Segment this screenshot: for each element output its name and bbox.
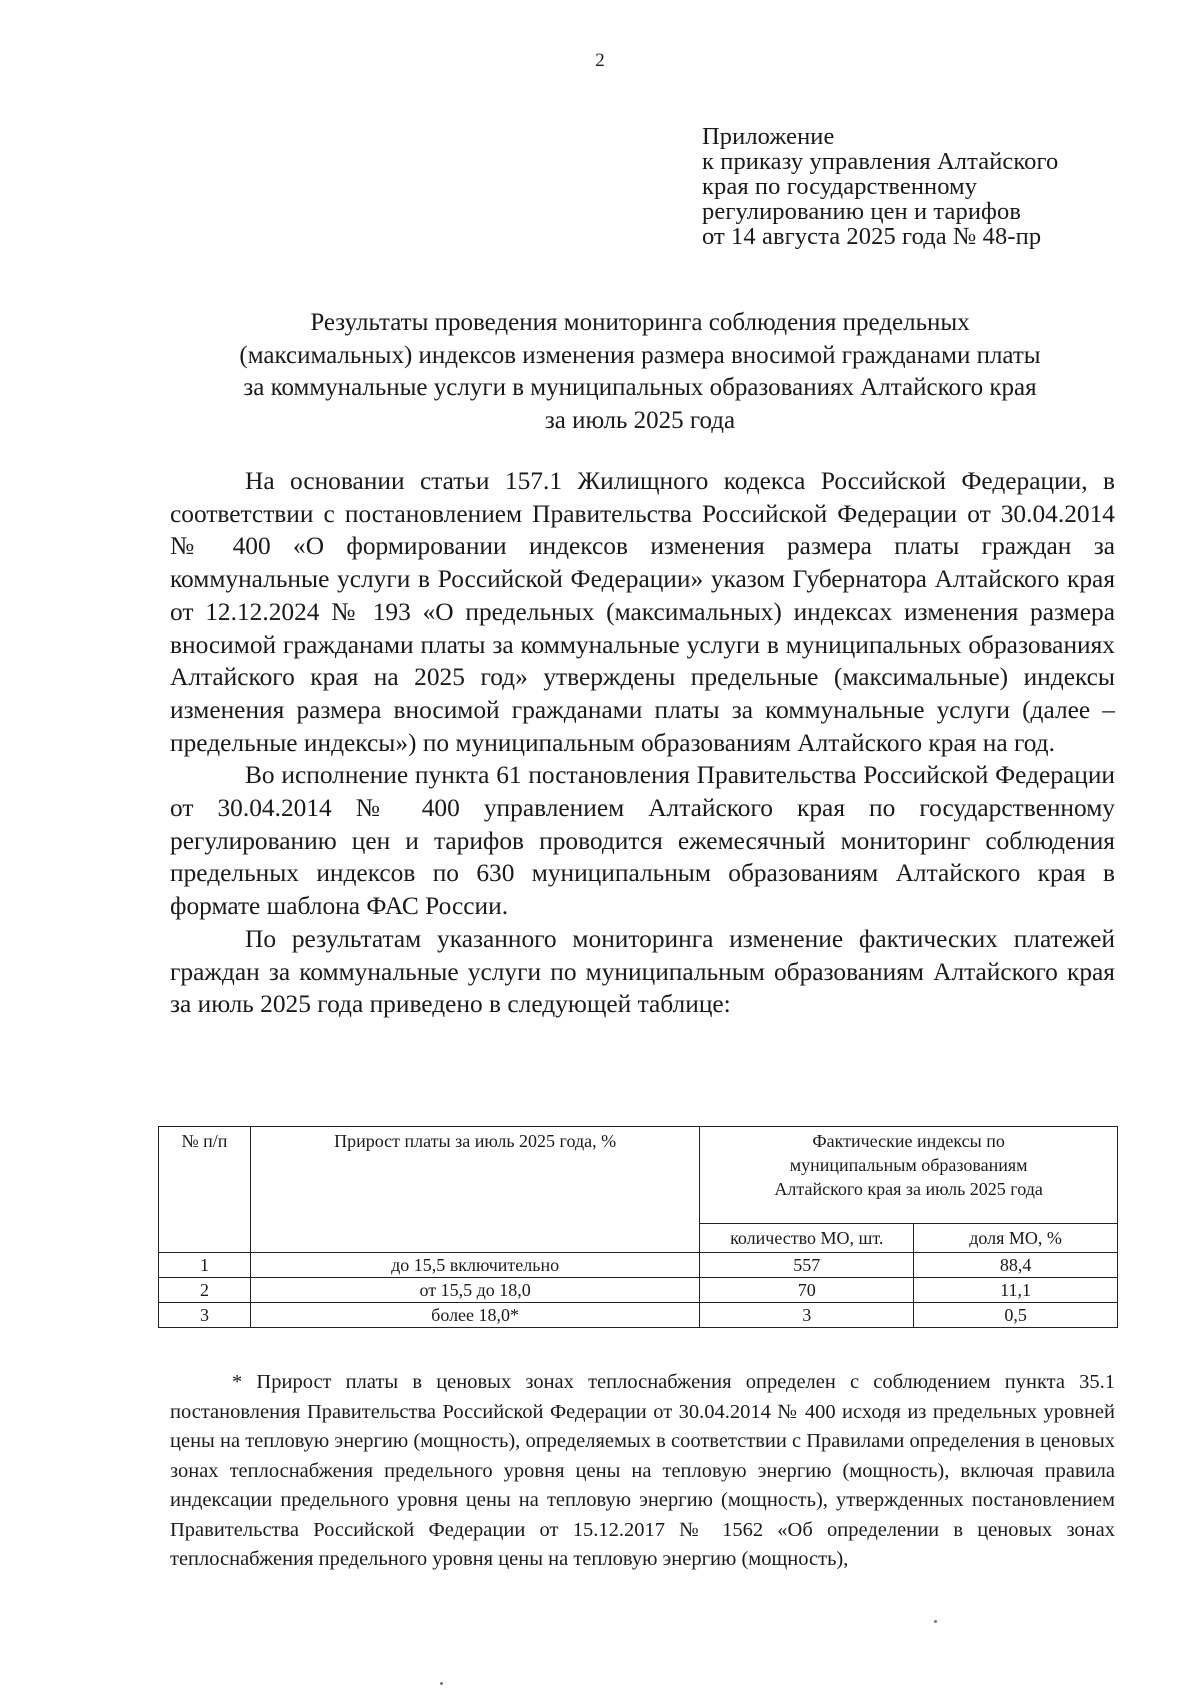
row-share: 88,4 [914, 1253, 1118, 1278]
title-line: (максимальных) индексов изменения размера вносимой гражданами платы [239, 341, 1041, 369]
row-num: 3 [159, 1303, 251, 1328]
header-count: количество МО, шт. [700, 1224, 914, 1253]
results-table [158, 1126, 1118, 1328]
row-growth: до 15,5 включительно [250, 1253, 699, 1278]
table-header-row [159, 1127, 1118, 1224]
appendix-block [702, 124, 1142, 249]
footnote [170, 1368, 1115, 1575]
row-count: 70 [700, 1278, 914, 1303]
appendix-line: к приказу управления Алтайского [702, 148, 1059, 175]
row-share: 11,1 [914, 1278, 1118, 1303]
row-num: 1 [159, 1253, 251, 1278]
title-line: Результаты проведения мониторинга соблюдения предельных [310, 309, 970, 336]
title-line: за коммунальные услуги в муниципальных образованиях Алтайского края [243, 374, 1037, 401]
row-growth: более 18,0* [250, 1303, 699, 1328]
row-growth: от 15,5 до 18,0 [250, 1278, 699, 1303]
header-actual-indexes: Фактические индексы по муниципальным образованиям Алтайского края за июль 2025 года [700, 1127, 1118, 1224]
header-growth: Прирост платы за июль 2025 года, % [250, 1127, 699, 1253]
scan-speck [440, 1682, 443, 1685]
title-line: за июль 2025 года [544, 406, 736, 434]
appendix-line: края по государственному [702, 173, 978, 200]
footnote-text: * Прирост платы в ценовых зонах теплоснабжения определен с соблюдением пункта 35.1 постановления Правительства Российской Федерации от 30.04.2014 № 400 исходя из предельных уровней цены на тепловую энергию (мощность), определяемых в соответствии с Правилами определения в ценовых зонах теплоснабжения предельного уровня цены на тепловую энергию (мощность), включая правила индексации предельного уровня цены на тепловую энергию (мощность), утвержденных постановлением Правительства Российской Федерации от 15.12.2017 № 1562 «Об определении в ценовых зонах теплоснабжения предельного уровня цены на тепловую энергию (мощность), [170, 1371, 1115, 1570]
page-number: 2 [595, 50, 605, 71]
appendix-line: от 14 августа 2025 года № 48-пр [702, 223, 1042, 250]
header-share: доля МО, % [914, 1224, 1118, 1253]
appendix-line: Приложение [702, 123, 835, 150]
scan-speck [934, 1620, 937, 1623]
document-title [170, 307, 1110, 437]
table-row [159, 1278, 1118, 1303]
body-text [170, 465, 1115, 1021]
table-row [159, 1303, 1118, 1328]
appendix-line: регулированию цен и тарифов [702, 198, 1022, 225]
row-count: 557 [700, 1253, 914, 1278]
row-num: 2 [159, 1278, 251, 1303]
header-num: № п/п [159, 1127, 251, 1253]
row-count: 3 [700, 1303, 914, 1328]
table-row [159, 1253, 1118, 1278]
paragraph-legal-basis: На основании статьи 157.1 Жилищного кодекса Российской Федерации, в соответствии с постановлением Правительства Российской Федерации от 30.04.2014 № 400 «О формировании индексов изменения размера платы граждан за коммунальные услуги в Российской Федерации» указом Губернатора Алтайского края от 12.12.2024 № 193 «О предельных (максимальных) индексах изменения размера вносимой гражданами платы за коммунальные услуги в муниципальных образованиях Алтайского края на 2025 год» утверждены предельные (максимальные) индексы изменения размера вносимой гражданами платы за коммунальные услуги (далее – предельные индексы») по муниципальным образованиям Алтайского края на год. [170, 467, 1115, 757]
paragraph-results: По результатам указанного мониторинга изменение фактических платежей граждан за коммунальные услуги по муниципальным образованиям Алтайского края за июль 2025 года приведено в следующей таблице: [170, 924, 1115, 1019]
paragraph-monitoring: Во исполнение пункта 61 постановления Правительства Российской Федерации от 30.04.2014 № 400 управлением Алтайского края по государственному регулированию цен и тарифов проводится ежемесячный мониторинг соблюдения предельных индексов по 630 муниципальным образованиям Алтайского края в формате шаблона ФАС России. [170, 761, 1115, 921]
row-share: 0,5 [914, 1303, 1118, 1328]
